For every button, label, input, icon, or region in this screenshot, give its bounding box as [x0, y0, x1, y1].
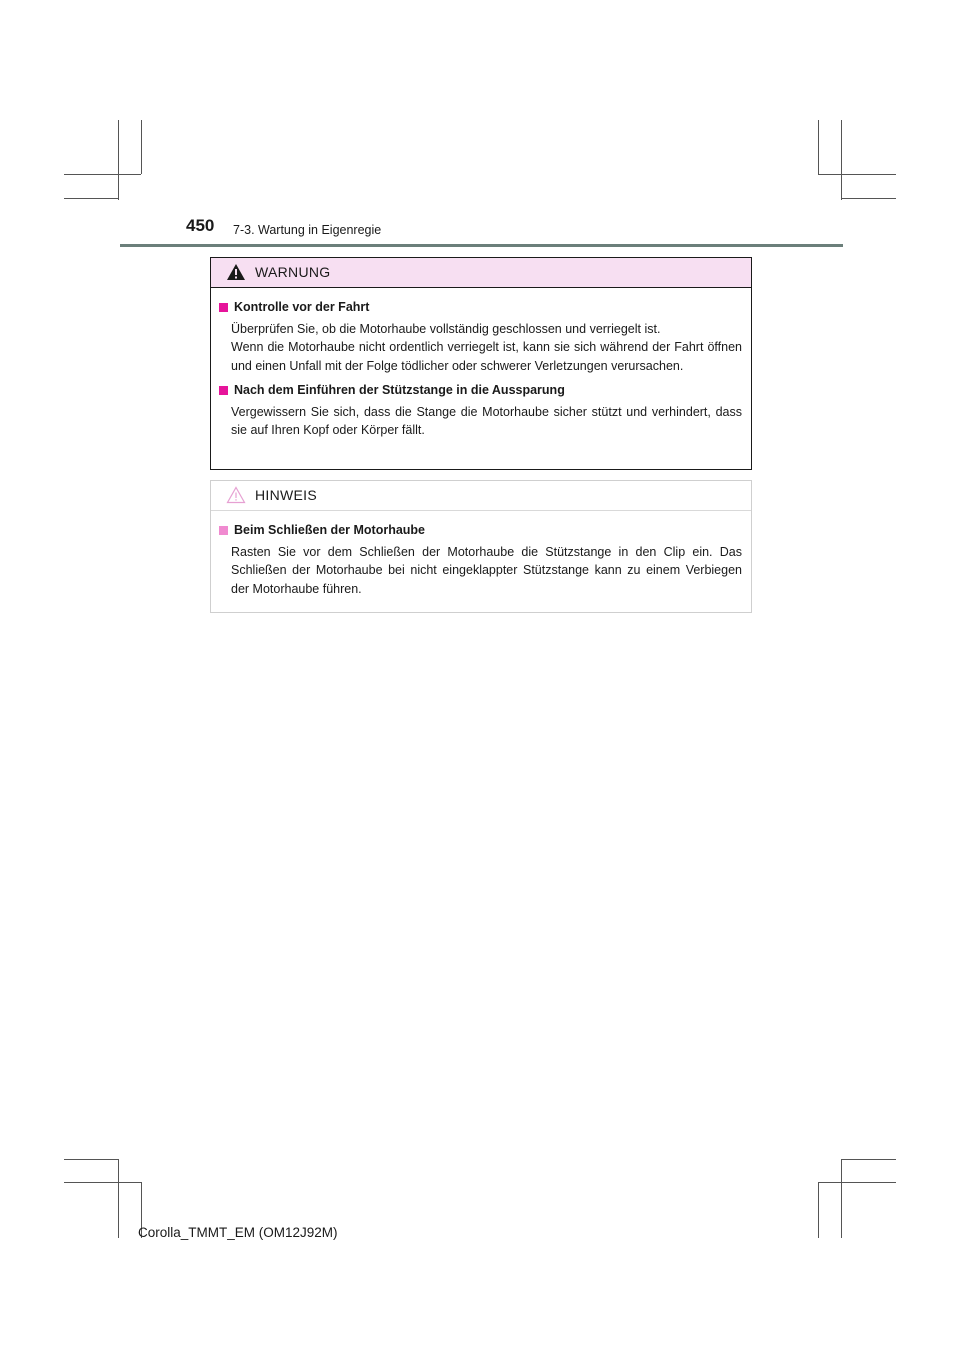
notice-item-title: Beim Schließen der Motorhaube	[234, 523, 426, 537]
document-code: Corolla_TMMT_EM (OM12J92M)	[138, 1225, 338, 1240]
header-rule	[120, 244, 843, 247]
warning-item	[219, 298, 742, 375]
crop-mark	[841, 120, 842, 200]
section-title: 7-3. Wartung in Eigenregie	[233, 223, 382, 237]
crop-mark	[141, 120, 142, 174]
crop-mark	[64, 198, 118, 199]
crop-mark	[841, 198, 896, 199]
crop-mark	[841, 1159, 842, 1238]
warning-box	[210, 257, 752, 470]
crop-mark	[64, 174, 141, 175]
crop-mark	[818, 174, 896, 175]
caution-triangle-icon	[226, 486, 246, 504]
warning-triangle-icon	[226, 263, 246, 281]
crop-mark	[118, 1159, 119, 1238]
crop-mark	[64, 1182, 141, 1183]
warning-title: WARNUNG	[255, 264, 331, 280]
crop-mark	[841, 1159, 896, 1160]
notice-title: HINWEIS	[255, 487, 317, 503]
crop-mark	[818, 1182, 819, 1238]
notice-item-text: Rasten Sie vor dem Schließen der Motorhaube die Stützstange in den Clip ein. Das Schließen der Motorhaube bei nicht eingeklappter Stützstange kann zu einem Verbiegen der Motorhaube führen.	[231, 544, 742, 596]
warning-item	[219, 381, 742, 440]
bullet-square-icon	[219, 386, 228, 395]
warning-item-title: Kontrolle vor der Fahrt	[234, 300, 370, 314]
warning-header	[211, 258, 751, 288]
crop-mark	[818, 120, 819, 174]
notice-box	[210, 480, 752, 613]
bullet-square-icon	[219, 303, 228, 312]
crop-mark	[118, 120, 119, 200]
crop-mark	[818, 1182, 896, 1183]
bullet-square-icon	[219, 526, 228, 535]
warning-item-text: Wenn die Motorhaube nicht ordentlich verriegelt ist, kann sie sich während der Fahrt öffnen und einen Unfall mit der Folge tödlicher oder schwerer Verletzungen verursachen.	[231, 340, 742, 373]
warning-item-title: Nach dem Einführen der Stützstange in die Aussparung	[234, 383, 565, 397]
warning-item-text: Vergewissern Sie sich, dass die Stange die Motorhaube sicher stützt und verhindert, dass sie auf Ihren Kopf oder Körper fällt.	[231, 404, 742, 437]
crop-mark	[64, 1159, 118, 1160]
warning-item-text: Überprüfen Sie, ob die Motorhaube vollständig geschlossen und verriegelt ist.	[231, 321, 661, 336]
page-number: 450	[186, 216, 215, 235]
notice-header	[211, 481, 751, 511]
notice-item	[219, 521, 742, 598]
